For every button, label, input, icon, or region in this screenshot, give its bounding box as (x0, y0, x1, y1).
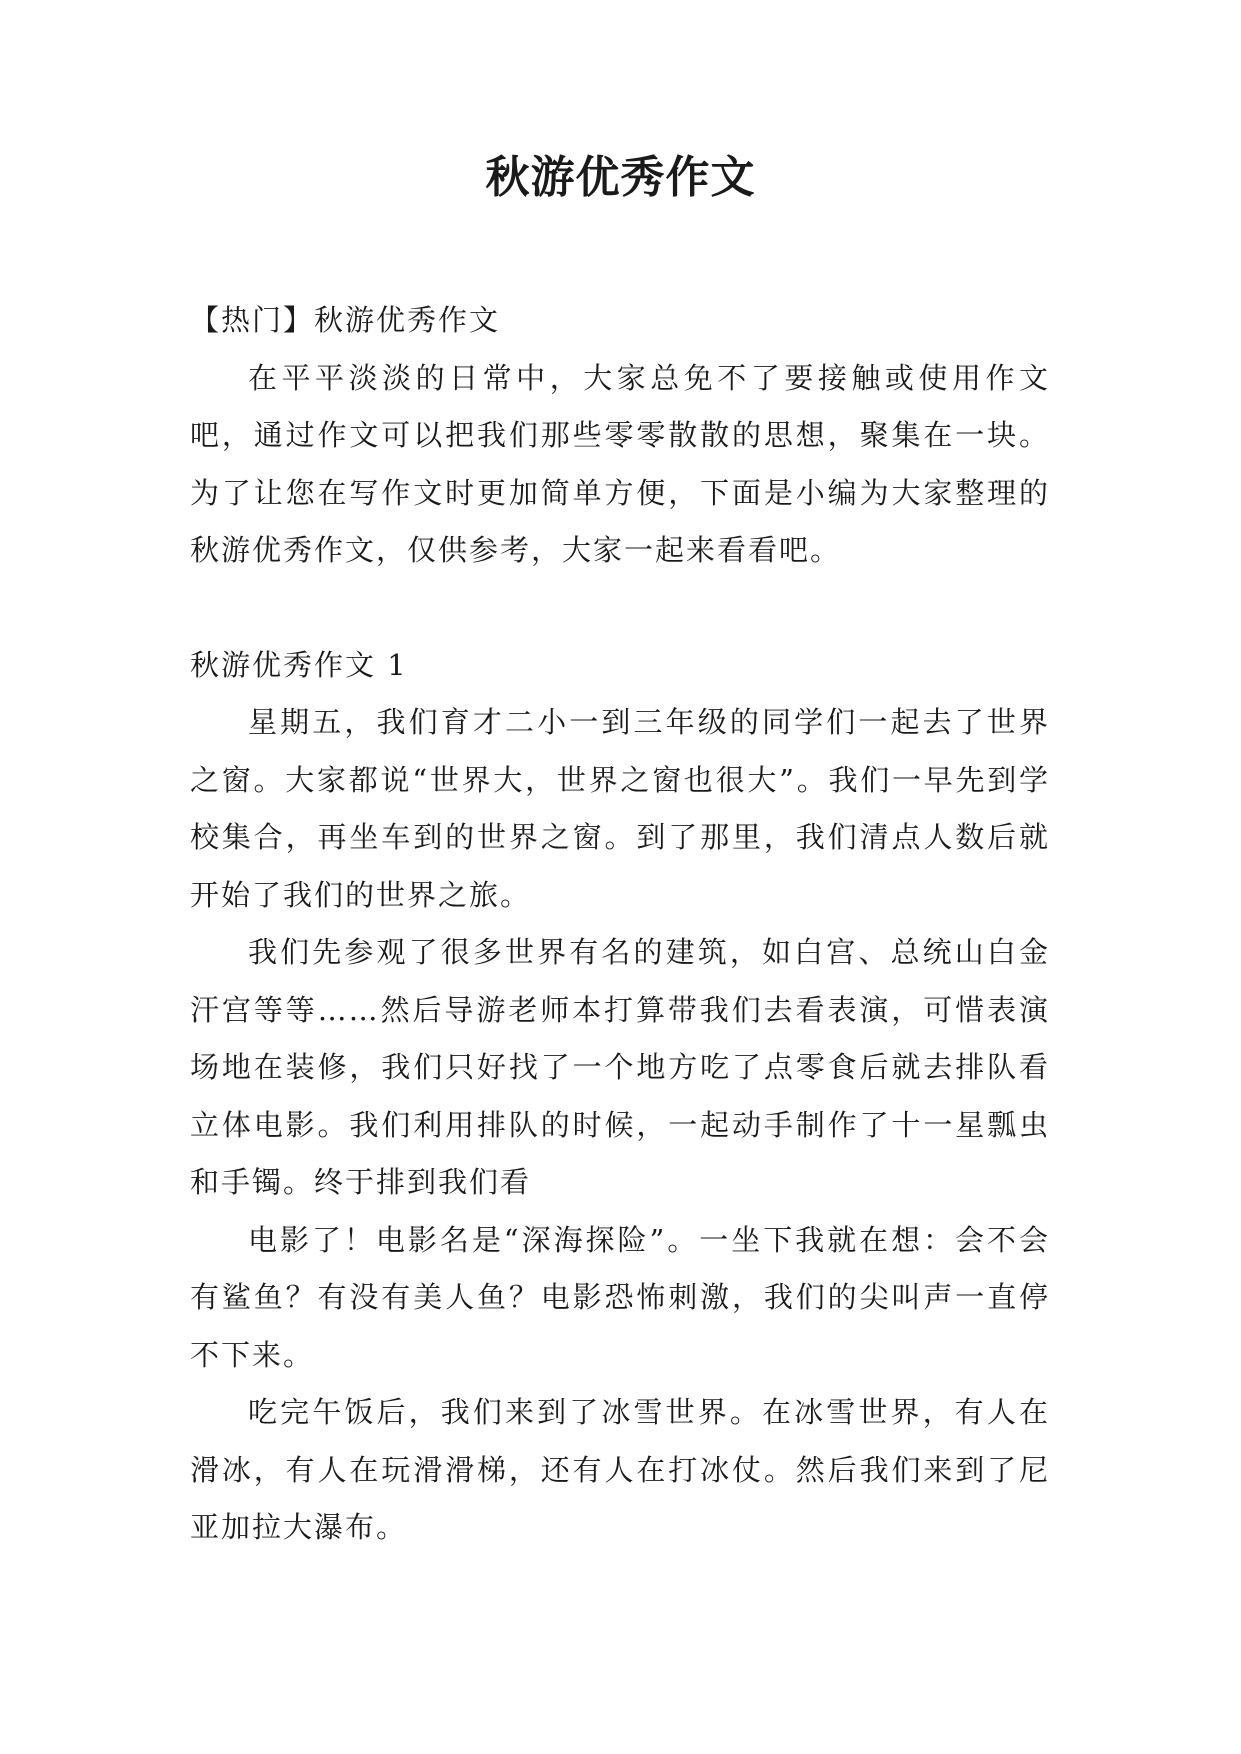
intro-paragraph: 在平平淡淡的日常中，大家总免不了要接触或使用作文吧，通过作文可以把我们那些零零散散的思想，聚集在一块。为了让您在写作文时更加简单方便，下面是小编为大家整理的秋游优秀作文，仅供参考，大家一起来看看吧。 (190, 360, 1050, 567)
body-paragraph-4: 吃完午饭后，我们来到了冰雪世界。在冰雪世界，有人在滑冰，有人在玩滑滑梯，还有人在打冰仗。然后我们来到了尼亚加拉大瀑布。 (190, 1395, 1050, 1544)
section-spacer (190, 580, 1050, 637)
hot-line: 【热门】秋游优秀作文 (190, 303, 501, 337)
document-title: 秋游优秀作文 (485, 152, 756, 203)
document-body (190, 292, 1050, 1557)
body-paragraph-1: 星期五，我们育才二小一到三年级的同学们一起去了世界之窗。大家都说“世界大，世界之窗也很大”。我们一早先到学校集合，再坐车到的世界之窗。到了那里，我们清点人数后就开始了我们的世界之旅。 (190, 705, 1050, 912)
body-paragraph-2: 我们先参观了很多世界有名的建筑，如白宫、总统山白金汗宫等等……然后导游老师本打算带我们去看表演，可惜表演场地在装修，我们只好找了一个地方吃了点零食后就去排队看立体电影。我们利用排队的时候，一起动手制作了十一星瓢虫和手镯。终于排到我们看 (190, 935, 1050, 1199)
section-heading: 秋游优秀作文 1 (190, 647, 408, 682)
body-paragraph-3: 电影了！电影名是“深海探险”。一坐下我就在想：会不会有鲨鱼？有没有美人鱼？电影恐怖刺激，我们的尖叫声一直停不下来。 (190, 1222, 1050, 1372)
